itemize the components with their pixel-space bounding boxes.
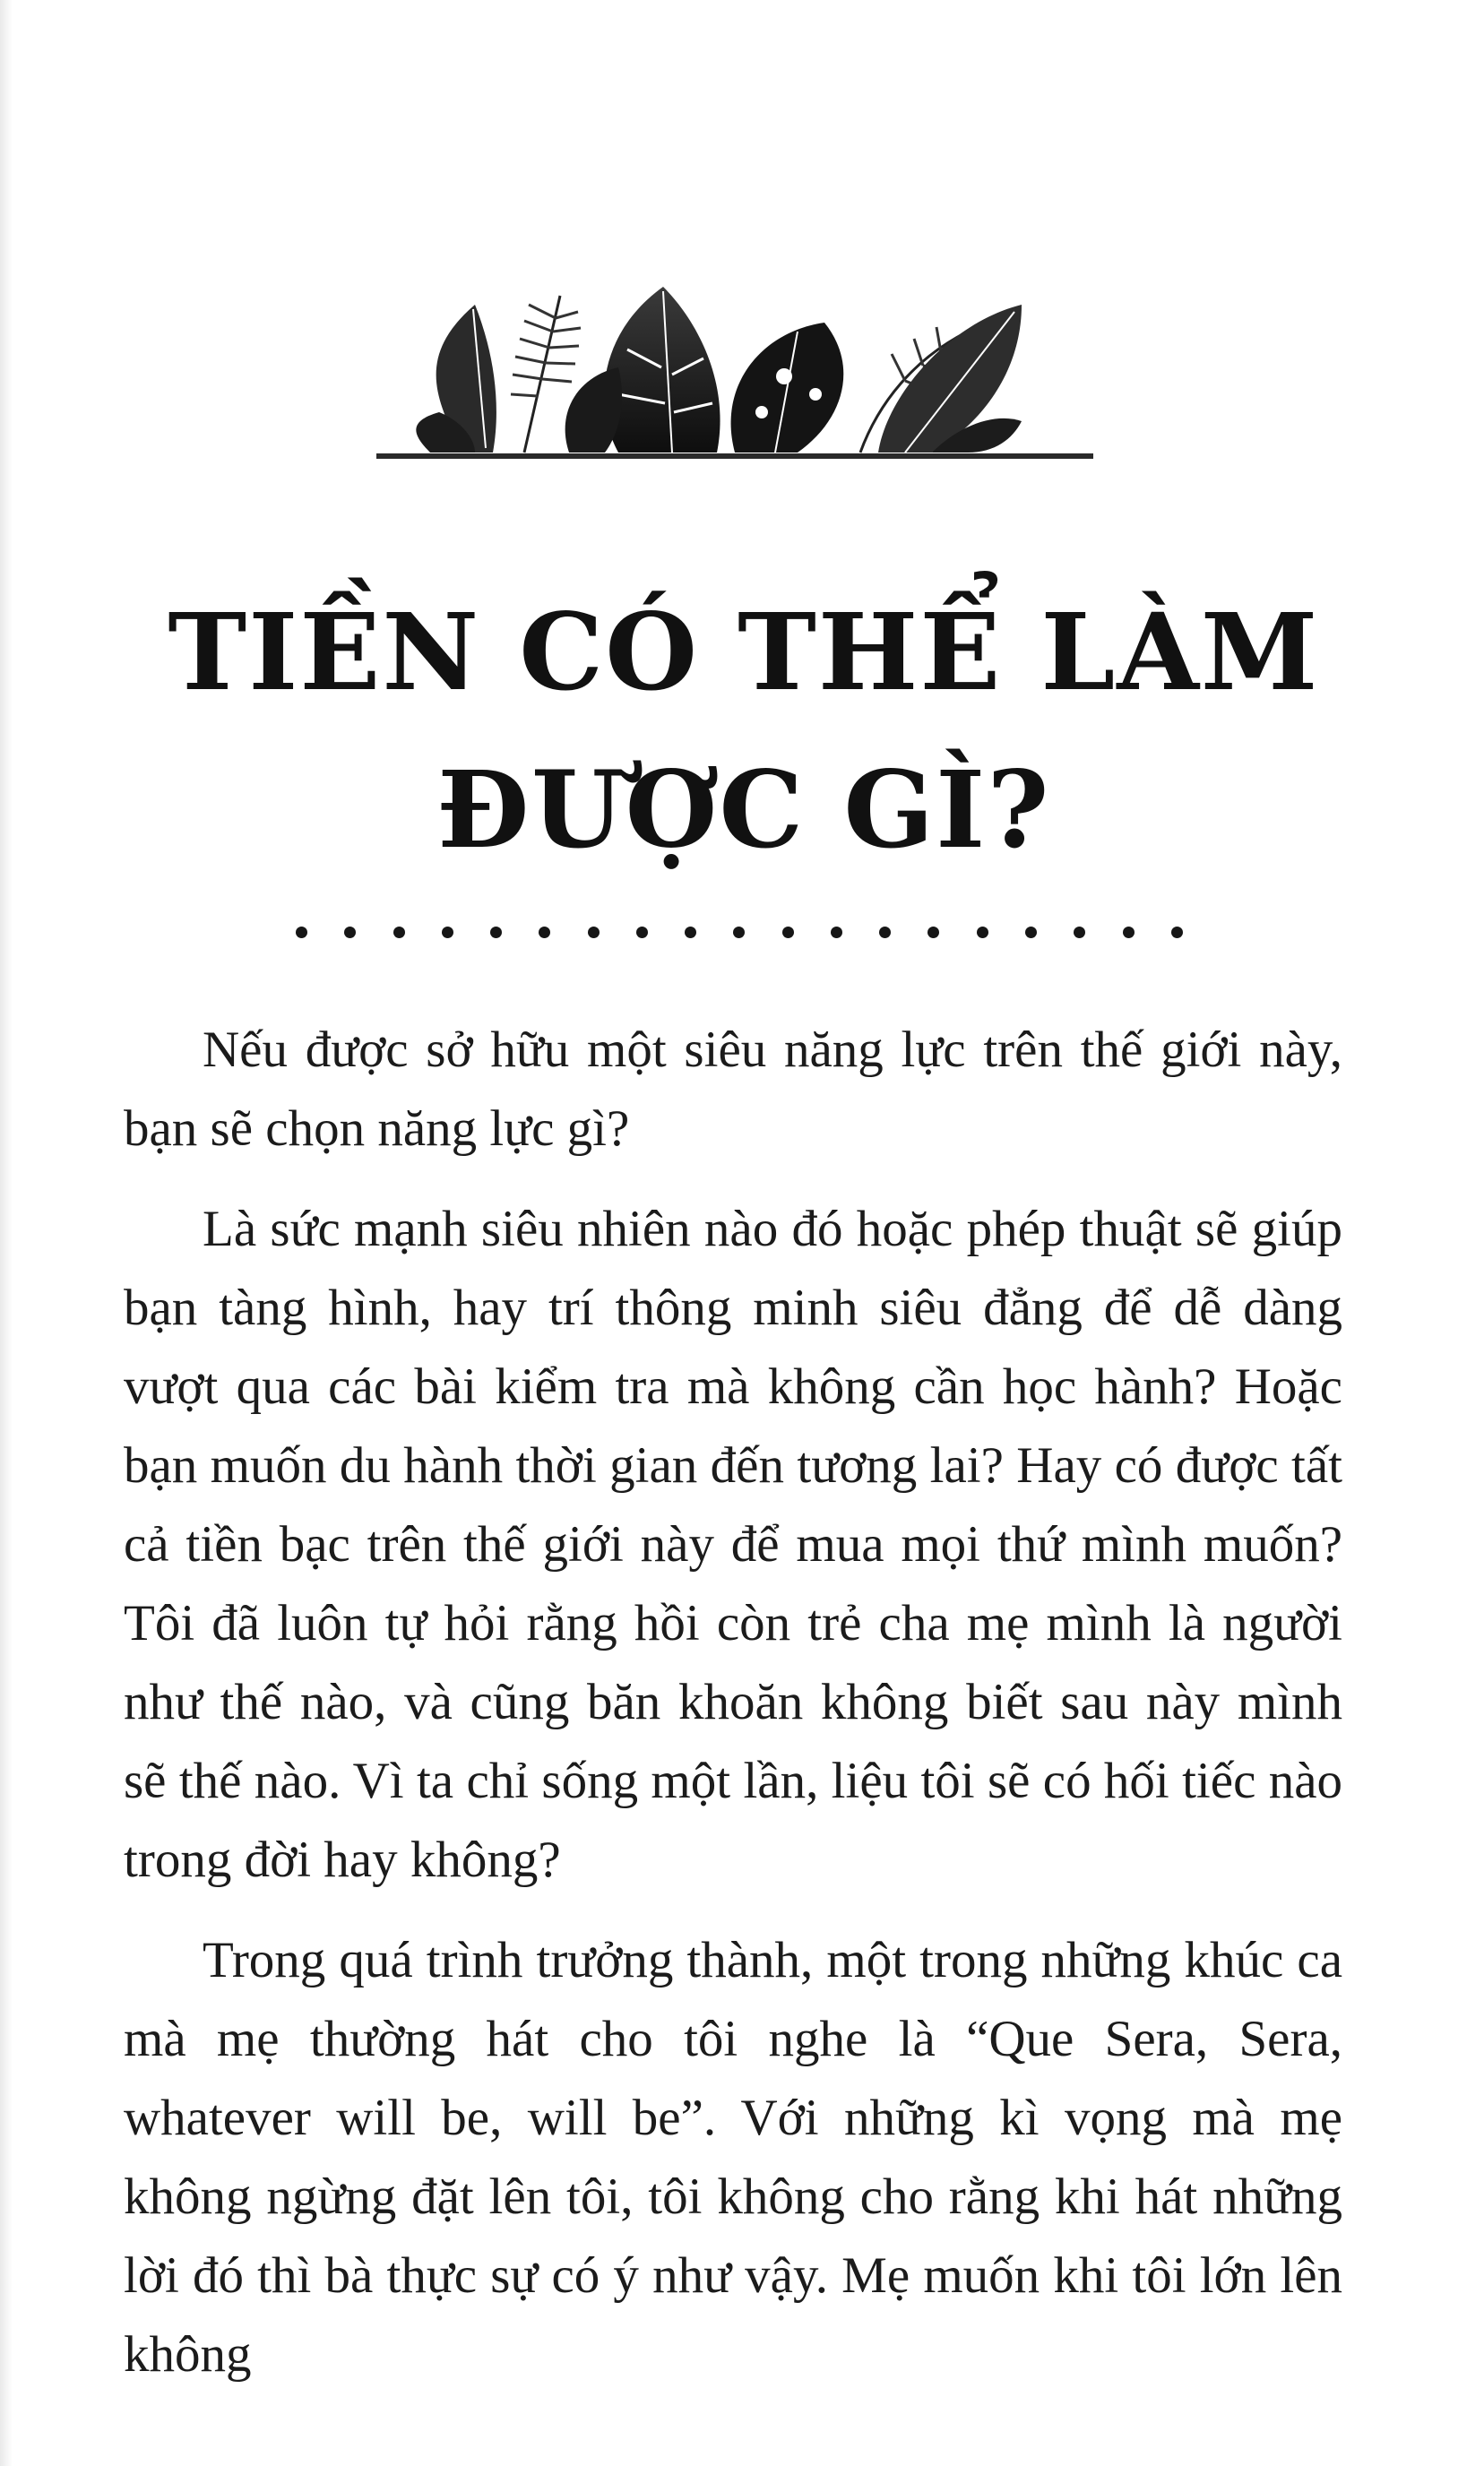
chapter-title: [108, 573, 1380, 889]
paragraph: Trong quá trình trưởng thành, một trong những khúc ca mà mẹ thường hát cho tôi nghe là “Que Sera, Sera, whatever will be, will be”. Với những kì vọng mà mẹ không ngừng đặt lên tôi, tôi không cho rằng khi hát những lời đó thì bà thực sự có ý như vậy. Mẹ muốn khi tôi lớn lên không: [124, 1932, 1342, 2383]
tropical-leaves-icon: [376, 269, 1093, 466]
chapter-title-line-1: TIỀN CÓ THỂ LÀM: [168, 590, 1320, 714]
divider-dot: [296, 927, 307, 938]
divider-dot: [539, 927, 550, 938]
divider-dot: [393, 927, 405, 938]
divider-dot: [1025, 927, 1037, 938]
divider-dot: [1171, 927, 1183, 938]
divider-dot: [928, 927, 939, 938]
divider-dot: [636, 927, 648, 938]
divider-dot: [344, 927, 356, 938]
dotted-divider-icon: [296, 921, 1183, 943]
paragraph: Nếu được sở hữu một siêu năng lực trên thế giới này, bạn sẽ chọn năng lực gì?: [124, 1022, 1342, 1157]
divider-dot: [782, 927, 794, 938]
divider-dot: [588, 927, 600, 938]
divider-dot: [1074, 927, 1085, 938]
divider-dot: [490, 927, 502, 938]
divider-dot: [685, 927, 696, 938]
divider-dot: [442, 927, 453, 938]
divider-dot: [733, 927, 745, 938]
divider-dot: [879, 927, 891, 938]
chapter-title-line-2: ĐƯỢC GÌ?: [436, 747, 1051, 872]
page-edge-shadow: [0, 0, 13, 2466]
divider-dot: [1123, 927, 1135, 938]
chapter-body: [124, 1011, 1342, 2416]
divider-dot: [977, 927, 988, 938]
divider-dot: [831, 927, 842, 938]
paragraph: Là sức mạnh siêu nhiên nào đó hoặc phép thuật sẽ giúp bạn tàng hình, hay trí thông minh siêu đẳng để dễ dàng vượt qua các bài kiểm tra mà không cần học hành? Hoặc bạn muốn du hành thời gian đến tương lai? Hay có được tất cả tiền bạc trên thế giới này để mua mọi thứ mình muốn? Tôi đã luôn tự hỏi rằng hồi còn trẻ cha mẹ mình là người như thế nào, và cũng băn khoăn không biết sau này mình sẽ thế nào. Vì ta chỉ sống một lần, liệu tôi sẽ có hối tiếc nào trong đời hay không?: [124, 1201, 1342, 1888]
